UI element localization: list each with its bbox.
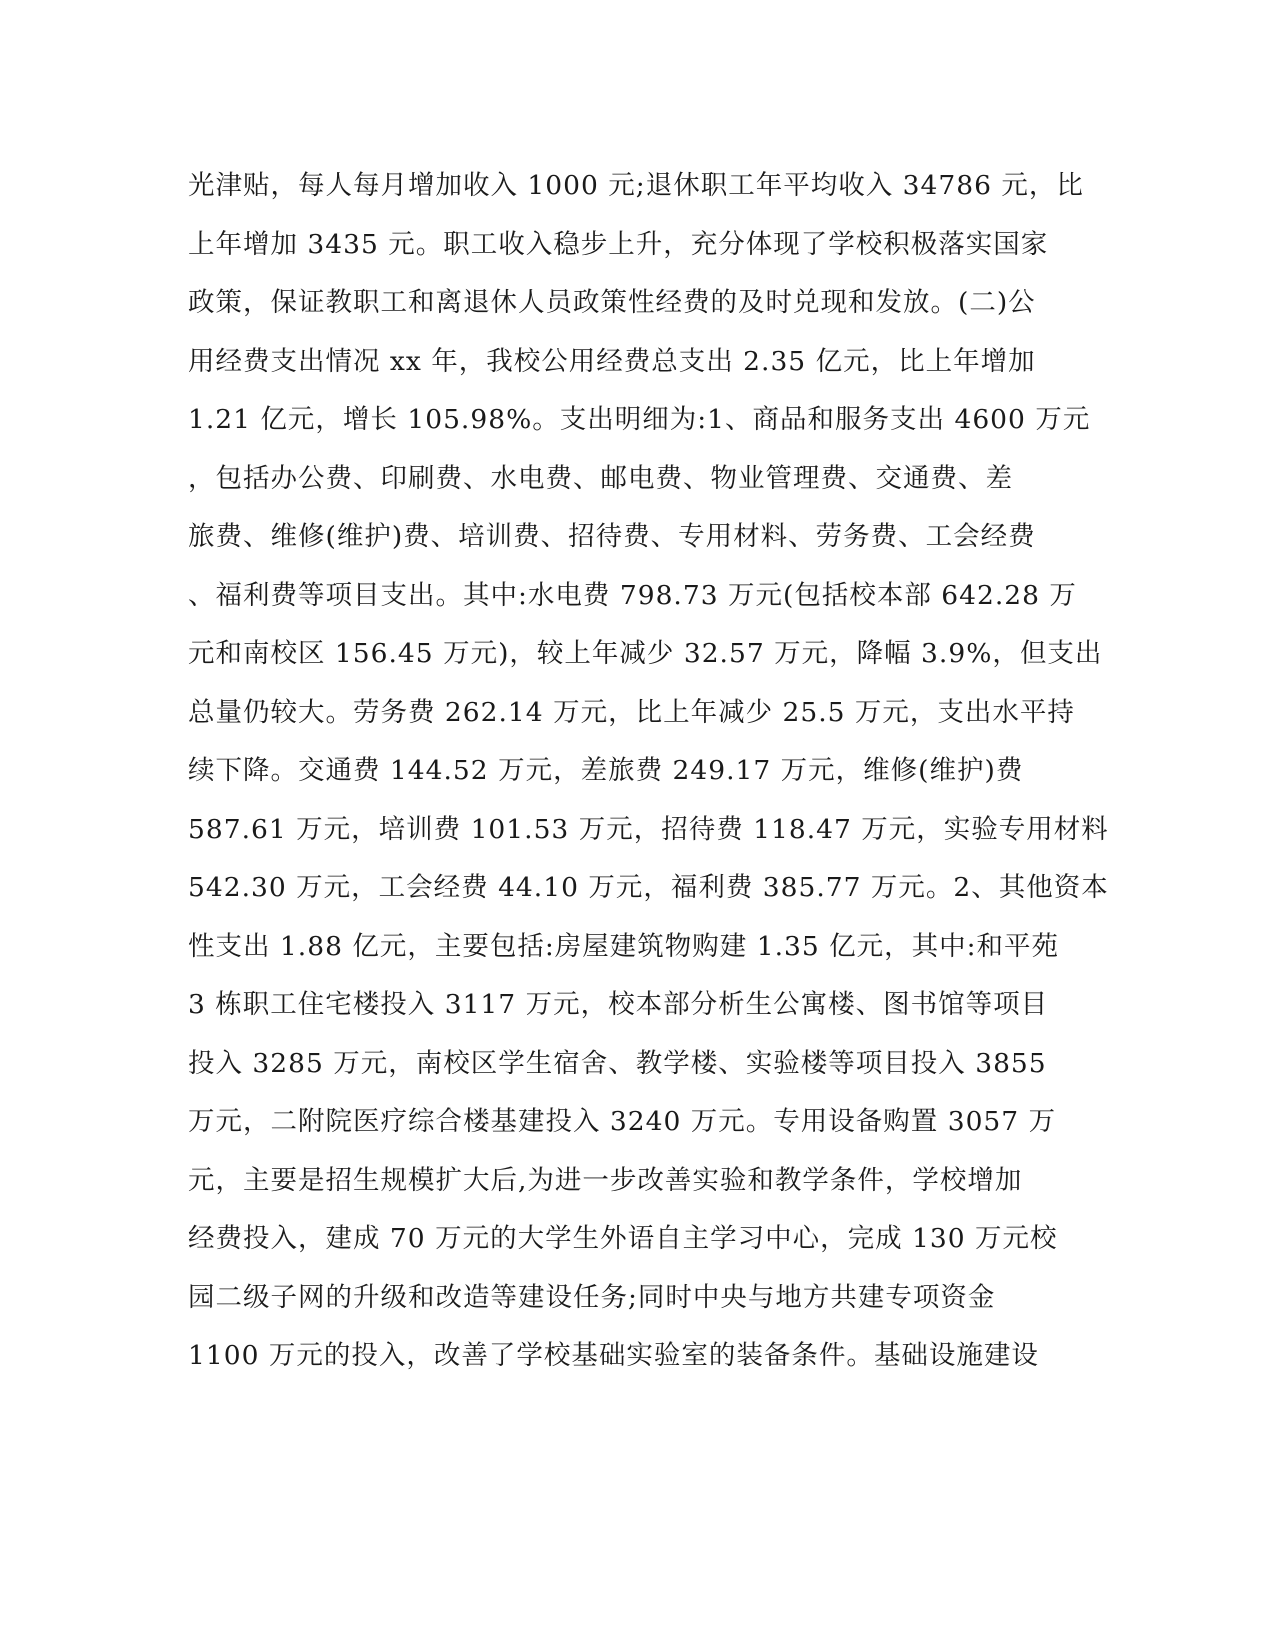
text-line: 旅费、维修(维护)费、培训费、招待费、专用材料、劳务费、工会经费 — [188, 521, 1036, 552]
text-line: 元和南校区 156.45 万元)，较上年减少 32.57 万元，降幅 3.9%，但支出 — [188, 638, 1103, 669]
text-line: 上年增加 3435 元。职工收入稳步上升，充分体现了学校积极落实国家 — [188, 228, 1049, 260]
text-line: 587.61 万元，培训费 101.53 万元，招待费 118.47 万元，实验专用材料 — [188, 813, 1109, 845]
text-line: 万元，二附院医疗综合楼基建投入 3240 万元。专用设备购置 3057 万 — [188, 1106, 1057, 1137]
text-line: 园二级子网的升级和改造等建设任务;同时中央与地方共建专项资金 — [188, 1281, 996, 1313]
text-line: 投入 3285 万元，南校区学生宿舍、教学楼、实验楼等项目投入 3855 — [188, 1047, 1047, 1079]
text-line: 续下降。交通费 144.52 万元，差旅费 249.17 万元，维修(维护)费 — [188, 755, 1024, 786]
text-line: 3 栋职工住宅楼投入 3117 万元，校本部分析生公寓楼、图书馆等项目 — [188, 989, 1049, 1020]
text-line: 542.30 万元，工会经费 44.10 万元，福利费 385.77 万元。2、其他资本 — [188, 872, 1109, 903]
text-line: 用经费支出情况 xx 年，我校公用经费总支出 2.35 亿元，比上年增加 — [188, 345, 1036, 377]
text-line: 元，主要是招生规模扩大后,为进一步改善实验和教学条件，学校增加 — [188, 1164, 1023, 1196]
text-line: 性支出 1.88 亿元，主要包括:房屋建筑物购建 1.35 亿元，其中:和平苑 — [188, 930, 1060, 962]
text-line: 1100 万元的投入，改善了学校基础实验室的装备条件。基础设施建设 — [188, 1340, 1039, 1371]
text-line: 光津贴，每人每月增加收入 1000 元;退休职工年平均收入 34786 元，比 — [188, 170, 1084, 201]
text-line: 经费投入，建成 70 万元的大学生外语自主学习中心，完成 130 万元校 — [188, 1223, 1058, 1254]
text-line: 、福利费等项目支出。其中:水电费 798.73 万元(包括校本部 642.28 万 — [188, 579, 1077, 611]
text-line: 政策，保证教职工和离退休人员政策性经费的及时兑现和发放。(二)公 — [188, 287, 1036, 318]
text-line: ，包括办公费、印刷费、水电费、邮电费、物业管理费、交通费、差 — [188, 462, 1013, 494]
text-line: 1.21 亿元，增长 105.98%。支出明细为:1、商品和服务支出 4600 万元 — [188, 404, 1091, 435]
body-paragraph — [188, 157, 1109, 1386]
text-line: 总量仍较大。劳务费 262.14 万元，比上年减少 25.5 万元，支出水平持 — [188, 696, 1075, 728]
